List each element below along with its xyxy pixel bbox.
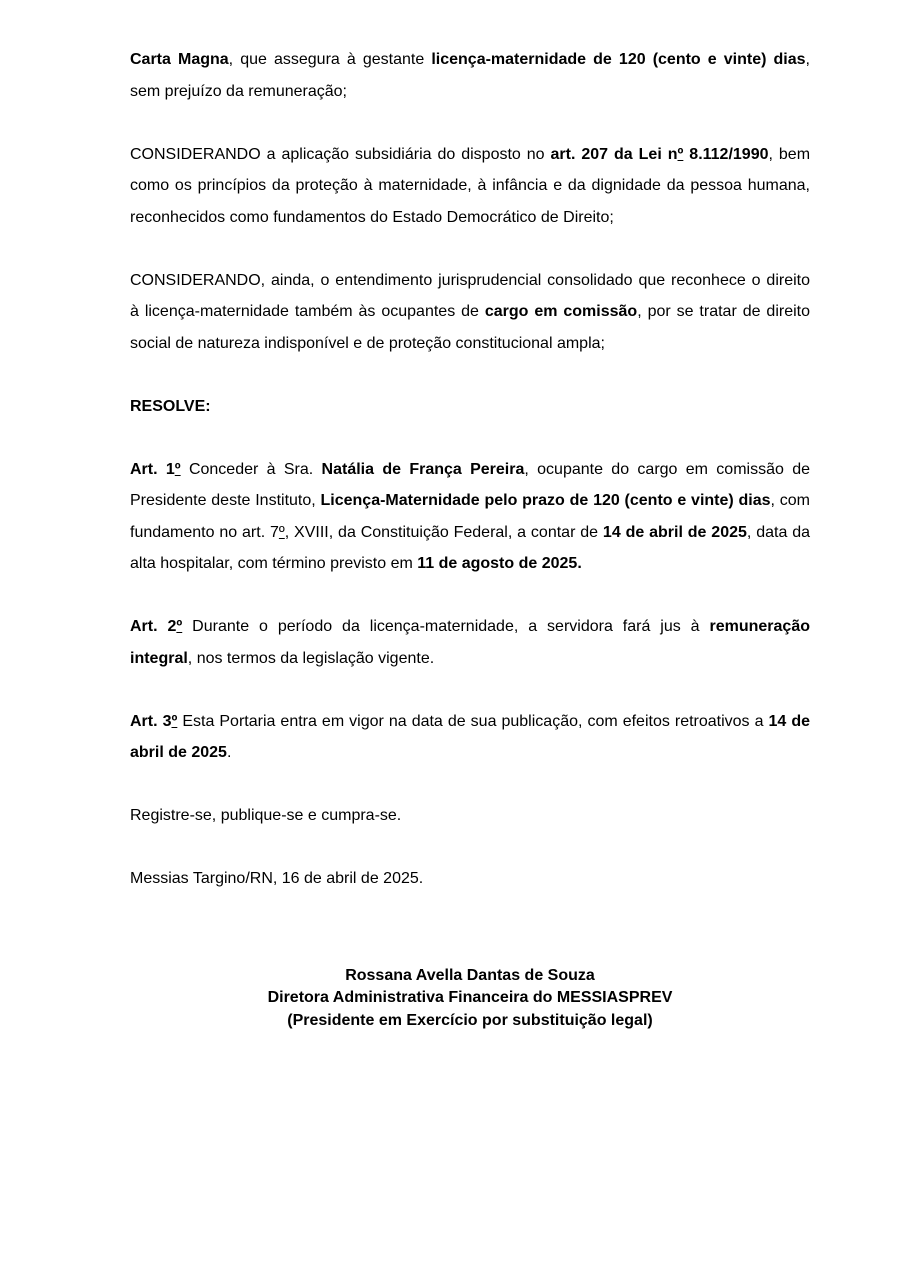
ordinal-indicator: º	[278, 523, 285, 541]
text-segment: Registre-se, publique-se e cumpra-se.	[130, 807, 402, 824]
text-segment: , com fundamento no art. 7	[130, 492, 810, 541]
text-segment: CONSIDERANDO a aplicação subsidiária do disposto no	[130, 145, 551, 163]
text-segment: cargo em comissão	[484, 303, 638, 320]
text-segment: Durante o período da licença-maternidade, a servidora fará jus à	[182, 618, 710, 635]
text-segment: Esta Portaria entra em vigor na data de sua publicação, com efeitos retroativos a	[177, 712, 769, 730]
text-segment: Art. 2	[130, 618, 177, 635]
text-segment: , ocupante do cargo em comissão de Presidente deste Instituto,	[130, 460, 810, 509]
text-segment: 8.112/1990	[683, 145, 769, 163]
text-segment: Art. 3	[130, 712, 172, 730]
text-segment: Art. 1	[130, 460, 175, 478]
text-segment: remuneração integral	[130, 618, 810, 667]
ordinal-indicator: º	[174, 460, 181, 478]
paragraph-place-date	[130, 863, 810, 895]
text-segment: , XVIII, da Constituição Federal, a contar de	[284, 523, 603, 541]
text-segment: , que assegura à gestante	[228, 51, 432, 68]
text-segment: Conceder à Sra.	[180, 460, 322, 478]
text-segment: Licença-Maternidade pelo prazo de 120 (cento e vinte) dias	[320, 492, 771, 509]
paragraph-carta-magna	[130, 44, 810, 107]
text-segment: , data da alta hospitalar, com término previsto em	[130, 523, 810, 572]
ordinal-indicator: º	[171, 712, 178, 730]
paragraph-art-2	[130, 611, 810, 674]
text-segment: RESOLVE:	[130, 397, 211, 415]
text-segment: Natália de França Pereira	[321, 460, 525, 478]
text-segment: , bem como os princípios da proteção à maternidade, à infância e da dignidade da pessoa humana, reconhecidos como fundamentos do Estado Democrático de Direito;	[130, 145, 811, 226]
signature-block	[130, 965, 810, 1033]
paragraph-art-1	[130, 454, 810, 580]
signature-role: (Presidente em Exercício por substituição legal)	[287, 1011, 653, 1029]
text-segment: 11 de agosto de 2025.	[417, 555, 582, 572]
text-segment: .	[226, 744, 232, 761]
signature-title: Diretora Administrativa Financeira do MESSIASPREV	[267, 989, 673, 1006]
text-segment: 14 de abril de 2025	[602, 523, 747, 541]
ordinal-indicator: º	[677, 145, 684, 163]
text-segment: licença-maternidade de 120 (cento e vinte) dias	[431, 51, 806, 68]
ordinal-indicator: º	[176, 618, 183, 635]
text-segment: , sem prejuízo da remuneração;	[130, 51, 810, 100]
signature-name: Rossana Avella Dantas de Souza	[345, 966, 595, 984]
paragraph-art-3	[130, 706, 810, 769]
text-segment: art. 207 da Lei n	[550, 145, 678, 163]
paragraph-resolve	[130, 391, 810, 423]
text-segment: , por se tratar de direito social de natureza indisponível e de proteção constitucional ampla;	[130, 303, 810, 352]
paragraph-considerando-lei	[130, 139, 810, 234]
paragraph-considerando-jurisprudencia	[130, 265, 810, 360]
paragraph-registre-se	[130, 800, 810, 832]
text-segment: 14 de abril de 2025	[130, 712, 811, 761]
text-segment: , nos termos da legislação vigente.	[187, 649, 435, 667]
text-segment: Carta Magna	[130, 51, 229, 68]
text-segment: CONSIDERANDO, ainda, o entendimento jurisprudencial consolidado que reconhece o direito à licença-maternidade também às ocupantes de	[130, 271, 810, 320]
text-segment: Messias Targino/RN, 16 de abril de 2025.	[130, 870, 424, 887]
